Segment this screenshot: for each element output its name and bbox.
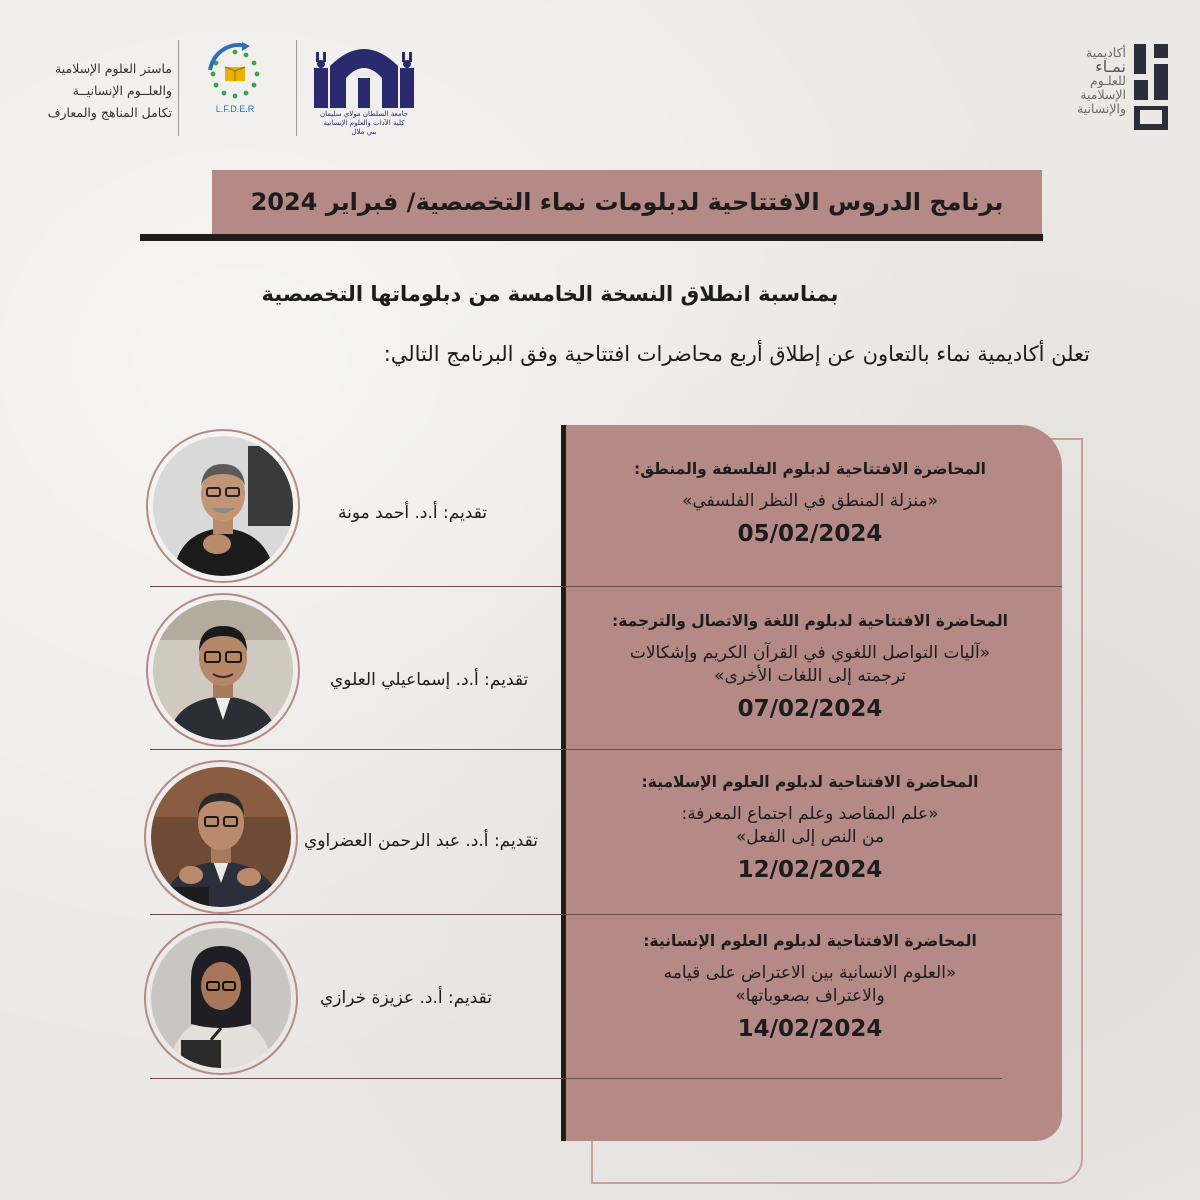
lecture-date: 12/02/2024 [737,857,883,883]
academy-line: والإنسانية [1076,101,1126,116]
lfder-emblem-icon [196,40,274,120]
lfder-name: L.F.D.E.R [215,104,255,114]
academy-line: نمـاء [1095,57,1126,76]
person-icon [153,600,293,740]
lecture-card [580,460,1040,547]
master-line-1: ماستر العلوم الإسلامية [55,61,172,76]
person-icon [151,767,291,907]
lecture-topic [580,490,1040,513]
row-divider [150,749,1062,750]
lecture-date: 05/02/2024 [737,521,883,547]
speaker-photo [153,600,293,740]
speaker-photo [153,436,293,576]
nama-academy-text [1077,46,1126,116]
speaker-name: تقديم: أ.د. عبد الرحمن العضراوي [304,831,538,851]
header-divider [296,40,297,136]
lecture-date: 07/02/2024 [737,696,883,722]
topic-line: من النص إلى الفعل» [735,827,885,847]
academy-line: الإسلامية [1080,87,1126,102]
university-line-1: جامعة السلطان مولاي سليمان [319,110,409,118]
header-divider [178,40,179,136]
lecture-topic [580,962,1040,1008]
topic-line: «منزلة المنطق في النظر الفلسفي» [681,491,939,511]
master-program-label [20,58,172,124]
topic-line: ترجمته إلى اللغات الأخرى» [714,666,906,686]
topic-line: «آليات التواصل اللغوي في القرآن الكريم وإشكالات [629,643,991,663]
topic-line: «علم المقاصد وعلم اجتماع المعرفة: [681,804,939,824]
speaker-name: تقديم: أ.د. عزيزة خرازي [320,988,493,1008]
academy-line: للعلـوم [1090,73,1126,88]
master-line-2: والعلــوم الإنسانيــة [72,83,172,98]
lecture-card [580,932,1040,1042]
speaker-photo [151,928,291,1068]
intro-text: تعلن أكاديمية نماء بالتعاون عن إطلاق أربع محاضرات افتتاحية وفق البرنامج التالي: [383,342,1090,366]
topic-line: والاعتراف بصعوباتها» [735,986,885,1006]
lecture-heading: المحاضرة الافتتاحية لدبلوم العلوم الإنسانية: [643,932,977,950]
row-divider [150,1078,1002,1079]
speaker-photo [151,767,291,907]
lecture-topic [580,803,1040,849]
university-line-3: بني ملال [351,128,377,136]
academy-line: أكاديمية [1086,45,1126,60]
person-icon [151,928,291,1068]
lecture-heading: المحاضرة الافتتاحية لدبلوم الفلسفة والمنطق: [634,460,986,478]
subtitle: بمناسبة انطلاق النسخة الخامسة من دبلوماتها التخصصية [261,282,839,306]
row-divider [150,586,1062,587]
lecture-date: 14/02/2024 [737,1016,883,1042]
person-icon [153,436,293,576]
page-title: برنامج الدروس الافتتاحية لدبلومات نماء التخصصية/ فبراير 2024 [212,170,1042,234]
lecture-card [580,612,1040,722]
speaker-name: تقديم: أ.د. إسماعيلي العلوي [330,670,529,690]
lecture-card [580,773,1040,883]
master-line-3: تكامل المناهج والمعارف [47,105,172,120]
lfder-logo [196,40,274,136]
title-underline [140,234,1043,241]
nama-academy-logo [1040,42,1180,134]
lecture-topic [580,642,1040,688]
speaker-name: تقديم: أ.د. أحمد مونة [338,503,488,523]
lecture-heading: المحاضرة الافتتاحية لدبلوم اللغة والاتصال والترجمة: [612,612,1008,630]
nama-monogram-icon [1132,44,1170,132]
university-logo [308,38,420,138]
university-gate-icon [308,38,420,110]
university-line-2: كلية الآداب والعلوم الإنسانية [323,119,405,127]
topic-line: «العلوم الانسانية بين الاعتراض على قيامه [663,963,957,983]
panel-left-bar [561,425,566,1141]
row-divider [150,914,1062,915]
lecture-heading: المحاضرة الافتتاحية لدبلوم العلوم الإسلامية: [641,773,979,791]
